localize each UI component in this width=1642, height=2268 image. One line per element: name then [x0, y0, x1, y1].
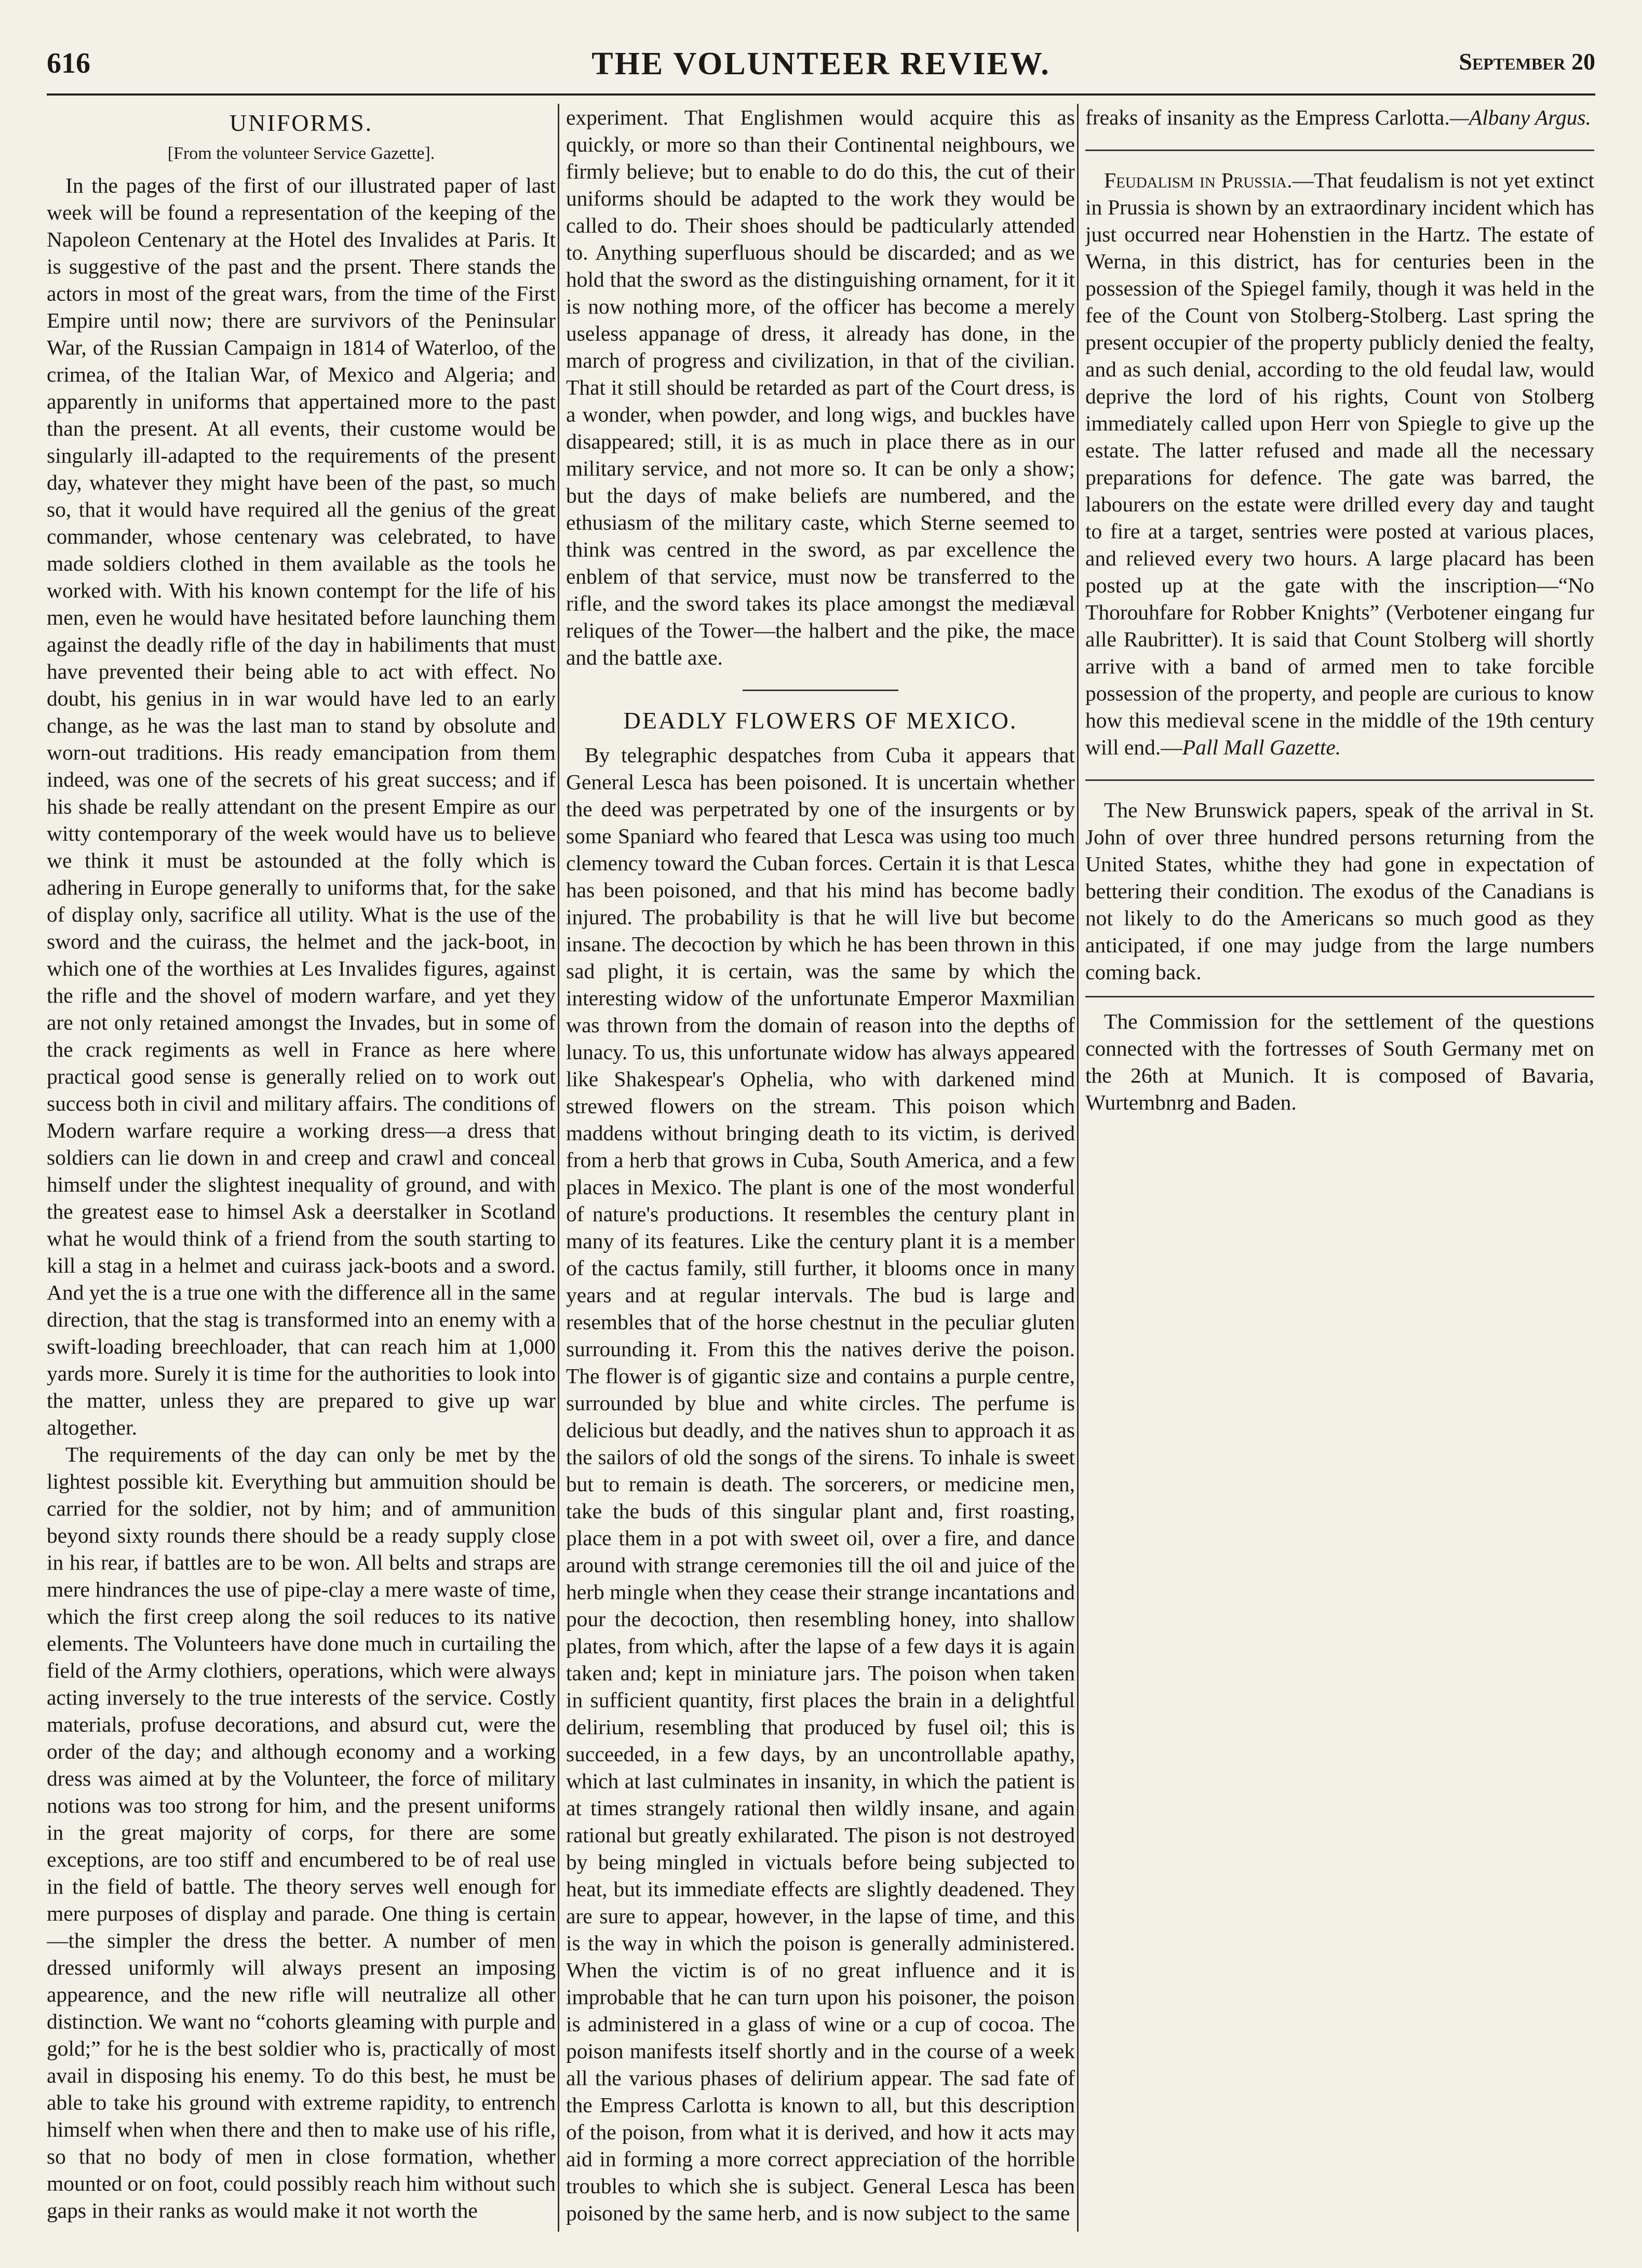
article-new-brunswick: The New Brunswick papers, speak of the arrival in St. John of over three hundred persons returning from the United States, whithe they had gone in expectation of bettering their condition. The exodus of the Canadians is not likely to do the Americans so much good as they anticipated, if one may judge from the large numbers coming back. [1085, 798, 1594, 984]
column-rule [558, 104, 559, 2232]
column-2 [566, 104, 1075, 2232]
masthead-title: THE VOLUNTEER REVIEW. [591, 46, 1051, 82]
article-divider [743, 690, 898, 691]
article-byline-text [1085, 104, 1594, 131]
dateline: September 20 [1459, 48, 1595, 75]
article-paragraph: By telegraphic despatches from Cuba it appears that General Lesca has been poisoned. It is uncertain whether the deed was perpetrated by one of the insurgents or by some Spaniard who feared that Lesca was using too much clemency toward the Cuban forces. Certain it is that Lesca has been poisoned, and that his mind has become badly injured. The probability is that he will live but become insane. The decoction by which he has been thrown in this sad plight, it is certain, was the same by which the interesting widow of the unfortunate Emperor Maxmilian was thrown from the domain of reason into the depths of lunacy. To us, this unfortunate widow has always appeared like Shakespear's Ophelia, who with darkened mind strewed flowers on the stream. This poison which maddens without bringing death to its victim, is derived from a herb that grows in Cuba, South America, and a few places in Mexico. The plant is one of the most wonderful of nature's productions. It resembles the century plant in many of its features. Like the century plant it is a member of the cactus family, still further, it blooms once in many years and at regular intervals. The bud is large and resembles that of the horse chestnut in the peculiar gluten surrounding it. From this the natives derive the poison. The flower is of gigantic size and contains a purple centre, surrounded by blue and white circles. The perfume is delicious but deadly, and the natives shun to approach it as the sailors of old the songs of the sirens. To inhale is sweet but to remain is death. The sorcerers, or medicine men, take the buds of this singular plant and, first roasting, place them in a pot with sweet oil, over a fire, and dance around with strange ceremonies till the oil and juice of the herb mingle when they cease their strange incantations and pour the decoction, then resembling honey, into shallow plates, from which, after the lapse of a few days it is again taken and; kept in miniature jars. The poison when taken in sufficient quantity, first places the brain in a delightful delirium, resembling that produced by fusel oil; this is succeeded, in a few days, by an uncontrollable apathy, which at last culminates in insanity, in which the patient is at times strangely rational then wildly insane, and again rational but greatly exhilarated. The pison is not destroyed by being mingled in victuals before being subjected to heat, but its immediate effects are slightly deadened. They are sure to appear, however, in the lapse of time, and this is the way in which the poison is generally administered. When the victim is of no great influence and it is improbable that he can turn upon his poisoner, the poison is administered in a glass of wine or a cup of cocoa. The poison manifests itself shortly and in the course of a week all the various phases of delirium appear. The sad fate of the Empress Carlotta is known to all, but this description of the poison, from what it is derived, and how it acts may aid in forming a more correct appreciation of the horrible troubles to which she is subject. General Lesca has been poisoned by the same herb, and is now subject to the same [566, 743, 1075, 2225]
article-paragraph-continued: experiment. That Englishmen would acquire this as quickly, or more so than their Continental neighbours, we firmly believe; but to enable to do do this, the cut of their uniforms should be adapted to the work they would be called to do. Their shoes should be padticularly attended to. Anything superfluous should be discarded; and as we hold that the sword as the distinguishing ornament, for it it is now nothing more, of the officer has become a merely useless appanage of dress, it already has done, in the march of progress and civilization, in that of the civilian. That it still should be retarded as part of the Court dress, is a wonder, when powder, and long wigs, and buckles have disappeared; still, it is as much in place there as in our military service, and not more so. It can be only a show; but the days of make beliefs are numbered, and the ethusiasm of the military caste, which Sterne seemed to think was centred in the sword, as par excellence the enblem of that service, must now be transferred to the rifle, and the sword takes its place amongst the mediæval reliques of the Tower—the halbert and the pike, the mace and the battle axe. [566, 105, 1075, 669]
article-lead: Feudalism in Prussia. [1104, 168, 1293, 192]
article-text: —That feudalism is not yet extinct in Prussia is shown by an extraordinary incident which has just occurred near Hohenstien in the Hartz. The estate of Werna, in this district, has for centuries been in the possession of the Spiegel family, though it was held in the fee of the Count von Stolberg-Stolberg. Last spring the present occupier of the property publicly denied the fealty, and as such denial, according to the old feudal law, would deprive the lord of his rights, Count von Stolberg immediately called upon Herr von Spiegle to give up the estate. The latter refused and made all the necessary preparations for defence. The gate was barred, the labourers on the estate were drilled every day and taught to fire at a target, sentries were posted at various places, and relieved every two hours. A large placard has been posted up at the gate with the inscription—“No Thorouhfare for Robber Knights” (Verbotener eingang fur alle Raubritter). It is said that Count Stolberg will shortly arrive with a band of armed men to take forcible possession of the property, and people are curious to know how this medieval scene in the middle of the 19th century will end.— [1085, 168, 1594, 759]
article-byline: —Albany Argus. [1449, 105, 1591, 129]
article-byline: Pall Mall Gazette. [1182, 735, 1341, 759]
article-divider [1085, 996, 1594, 997]
column-3 [1085, 104, 1594, 2232]
article-paragraph: In the pages of the first of our illustrated paper of last week will be found a representation of the keeping of the Napoleon Centenary at the Hotel des Invalides at Paris. It is suggestive of the past and the prsent. There stands the actors in most of the great wars, from the time of the First Empire until now; there are survivors of the Peninsular War, of the Russian Campaign in 1814 of Waterloo, of the crimea, of the Italian War, of Mexico and Algeria; and apparently in uniforms that appertained more to the past than the present. At all events, their custome would be singularly ill-adapted to the requirements of the present day, whatever they might have been of the past, so much so, that it would have required all the genius of the great commander, whose centenary was celebrated, to have made soldiers clothed in them available as the tools he worked with. With his known contempt for the life of his men, even he would have hesitated before launching them against the deadly rifle of the day in habiliments that must have prevented their being able to act with effect. No doubt, his genius in in war would have led to an early change, as he was the last man to stand by obsolute and worn-out traditions. His ready emancipation from them indeed, was one of the secrets of his great success; and if his shade be really attendant on the present Empire as our witty contemporary of the week would have us to believe we think it must be astounded at the folly which is adhering in Europe generally to uniforms that, for the sake of display only, sacrifice all utility. What is the use of the sword and the cuirass, the helmet and the jack-boot, in which one of the worthies at Les Invalides figures, against the rifle and the shovel of modern warfare, and yet they are not only retained amongst the Invades, but in some of the crack regiments as well in France as here where practical good sense is generally relied on to work out success both in civil and military affairs. The conditions of Modern warfare require a working dress—a dress that soldiers can lie down in and creep and crawl and conceal himself under the slightest inequality of ground, and with the greatest ease to himsel Ask a deerstalker in Scotland what he would think of a friend from the south starting to kill a stag in a helmet and cuirass jack-boots and a sword. And yet the is a true one with the difference all in the same direction, that the stag is transformed into an enemy with a swift-loading breechloader, that can reach him at 1,000 yards more. Surely it is time for the authorities to look into the matter, unless they are prepared to give up war altogether. [47, 173, 556, 1439]
page-number: 616 [47, 47, 90, 79]
article-title-uniforms: UNIFORMS. [229, 110, 373, 136]
article-source: [From the volunteer Service Gazette]. [167, 144, 435, 163]
article-divider [1085, 150, 1594, 151]
article-paragraph-continued: The requirements of the day can only be met by the lightest possible kit. Everything but ammuition should be carried for the soldier, not by him; and of ammunition beyond sixty rounds there should be a ready supply close in his rear, if battles are to be won. All belts and straps are mere hindrances the use of pipe-clay a mere waste of time, which the first creep along the soil reduces to its native elements. The Volunteers have done much in curtailing the field of the Army clothiers, operations, which were always acting inversely to the true interests of the service. Costly materials, profuse decorations, and absurd cut, were the order of the day; and although economy and a working dress was aimed at by the Volunteer, the force of military notions was too strong for him, and the present uniforms in the great majority of corps, for there are some exceptions, are too stiff and encumbered to be of real use in the field of battle. The theory serves well enough for mere purposes of display and parade. One thing is certain—the simpler the dress the better. A number of men dressed uniformly will always present an imposing appearence, and the new rifle will neutralize all other distinction. We want no “cohorts gleaming with purple and gold;” for he is the best soldier who is, practically of most avail in disposing his enemy. To do this best, he must be able to take his ground with extreme rapidity, to entrench himself when when there and then to make use of his rifle, so that no body of men in close formation, whether mounted or on foot, could possibly reach him without such gaps in their ranks as would make it not worth the [47, 1442, 556, 2222]
article-commission: The Commission for the settlement of the questions connected with the fortresses of South Germany met on the 26th at Munich. It is composed of Bavaria, Wurtembnrg and Baden. [1085, 1009, 1594, 1114]
article-feudalism [1085, 167, 1594, 761]
column-1 [47, 104, 556, 2232]
article-text-continued: freaks of insanity as the Empress Carlotta. [1085, 105, 1450, 129]
article-title-deadly-flowers: DEADLY FLOWERS OF MEXICO. [623, 707, 1018, 734]
column-rule [1077, 104, 1079, 2232]
article-divider [1085, 779, 1594, 781]
page-header [47, 36, 1595, 96]
